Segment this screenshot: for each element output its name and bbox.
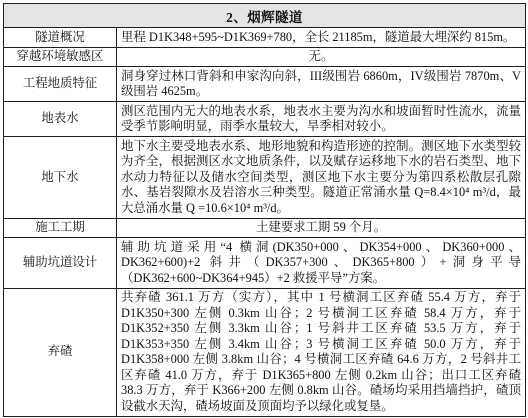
section-title-row bbox=[4, 4, 526, 28]
surface-water-value: 测区范围内无大的地表水系，地表水主要为沟水和坡面暂时性流水，流量受季节影响明显，雨季水量较大，旱季相对较小。 bbox=[117, 102, 526, 137]
surface-water-label: 地表水 bbox=[4, 102, 117, 137]
construction-period-row bbox=[4, 218, 526, 238]
engineering-geology-row bbox=[4, 67, 526, 102]
environmental-sensitive-area-value: 无。 bbox=[117, 47, 526, 67]
tunnel-overview-row bbox=[4, 28, 526, 48]
tunnel-overview-label: 隧道概况 bbox=[4, 28, 117, 48]
construction-period-label: 施工工期 bbox=[4, 218, 117, 238]
groundwater-row bbox=[4, 137, 526, 219]
surface-water-row bbox=[4, 102, 526, 137]
tunnel-info-table bbox=[3, 3, 526, 417]
engineering-geology-value: 洞身穿过林口背斜和申家沟向斜，III级围岩 6860m，IV级围岩 7870m、V级围岩 4625m。 bbox=[117, 67, 526, 102]
tunnel-overview-value: 里程 D1K348+595~D1K369+780，全长 21185m，隧道最大埋深约 815m。 bbox=[117, 28, 526, 48]
auxiliary-tunnel-design-value: 辅助坑道采用“4 横洞(DK350+000、DK354+000、DK360+000、DK362+600)+2 斜井（DK357+300、DK365+800）+洞身平导（DK362+600~DK364+945）+2 救援平导”方案。 bbox=[117, 238, 526, 289]
spoil-disposal-label: 弃碴 bbox=[4, 288, 117, 416]
construction-period-value: 土建要求工期 59 个月。 bbox=[117, 218, 526, 238]
environmental-sensitive-area-row bbox=[4, 47, 526, 67]
auxiliary-tunnel-design-label: 辅助坑道设计 bbox=[4, 238, 117, 289]
groundwater-label: 地下水 bbox=[4, 137, 117, 219]
engineering-geology-label: 工程地质特征 bbox=[4, 67, 117, 102]
environmental-sensitive-area-label: 穿越环境敏感区 bbox=[4, 47, 117, 67]
section-title: 2、烟辉隧道 bbox=[4, 4, 526, 28]
spoil-disposal-value: 共弃碴 361.1 万方（实方），其中 1 号横洞工区弃碴 55.4 万方，弃于 D1K350+300 左侧 0.3km 山谷；2 号横洞工区弃碴 58.4 万方，弃于 D1K352+350 左侧 3.3km 山谷；1 号斜井工区弃碴 53.5 万方，弃于 D1K353+350 左侧 3.4km 山谷；3 号横洞工区弃碴 50.0 万方，弃于 D1K358+000 左侧 3.8km 山谷；4 号横洞工区弃碴 64.6 万方，2 号斜井工区弃碴 41.0 万方，弃于 D1K365+800 左侧 0.2km 山谷；出口工区弃碴 38.3 万方，弃于 K366+200 左侧 0.8km 山谷。碴场均采用挡墙挡护，碴顶设截水天沟，碴场坡面及顶面均予以绿化或复垦。 bbox=[117, 288, 526, 416]
auxiliary-tunnel-design-row bbox=[4, 238, 526, 289]
spoil-disposal-row bbox=[4, 288, 526, 416]
groundwater-value: 地下水主要受地表水系、地形地貌和构造形迹的控制。测区地下水类型较为齐全，根据测区水文地质条件，以及赋存运移地下水的岩石类型、地下水动力特征以及储水空间类型，测区地下水主要分为第四系松散层孔隙水、基岩裂隙水及岩溶水三种类型。隧道正常涌水量 Q=8.4×10⁴ m³/d，最大总涌水量 Q =10.6×10⁴ m³/d。 bbox=[117, 137, 526, 219]
